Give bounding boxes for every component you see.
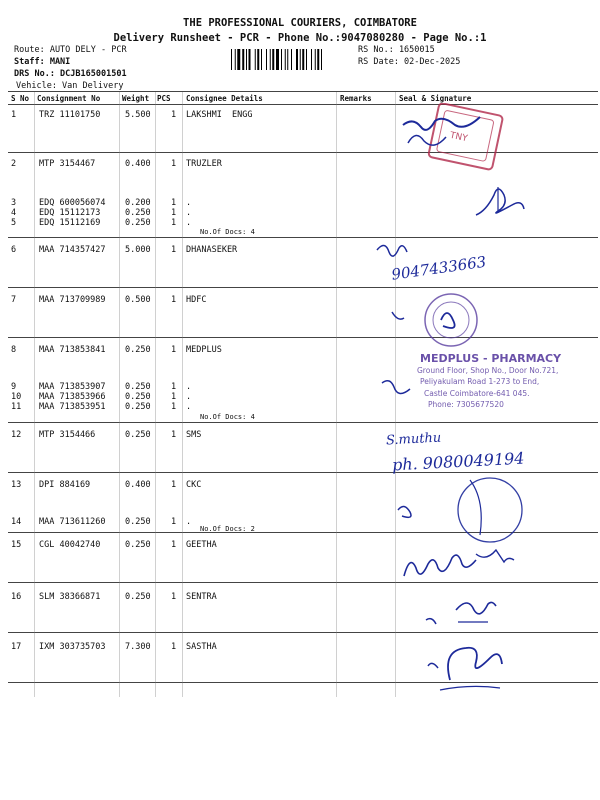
column-divider xyxy=(182,92,183,697)
col-weight: Weight xyxy=(122,94,150,103)
row-sno: 17 xyxy=(11,642,22,652)
barcode-bar xyxy=(249,49,251,70)
row-divider xyxy=(8,422,598,423)
pieces: 1 xyxy=(171,540,177,550)
weight: 0.250 xyxy=(125,517,151,527)
row-sno: 14 xyxy=(11,517,22,527)
medplus-stamp-line: Castle Coimbatore-641 045. xyxy=(424,389,530,398)
pieces: 1 xyxy=(171,245,177,255)
barcode-bar xyxy=(257,49,259,70)
weight: 0.400 xyxy=(125,159,151,169)
consignment-no: MAA 713611260 xyxy=(39,517,106,527)
consignee-name: SENTRA xyxy=(186,592,217,602)
barcode-bar xyxy=(272,49,274,70)
col-consignee: Consignee Details xyxy=(186,94,263,103)
drs-label: DRS No.: DCJB165001501 xyxy=(14,69,127,79)
barcode-bar xyxy=(235,49,236,70)
consignee-name: SASTHA xyxy=(186,642,217,652)
pieces: 1 xyxy=(171,382,177,392)
signature xyxy=(420,630,510,695)
consignee-name: MEDPLUS xyxy=(186,345,222,355)
weight: 0.200 xyxy=(125,198,151,208)
barcode-bar xyxy=(261,49,262,70)
row-sno: 11 xyxy=(11,402,22,412)
phone-number-text: 9047433663 xyxy=(390,252,488,284)
consignment-no: MAA 713709989 xyxy=(39,295,106,305)
consignment-no: TRZ 11101750 xyxy=(39,110,101,120)
doc-note: No.Of Docs: 4 xyxy=(200,413,255,421)
staff-label: Staff: MANI xyxy=(14,57,71,67)
row-sno: 7 xyxy=(11,295,17,305)
weight: 0.400 xyxy=(125,480,151,490)
medplus-stamp-line: Peliyakulam Road 1-273 to End, xyxy=(420,377,540,386)
consignee-name: . xyxy=(186,382,192,392)
rs-date: RS Date: 02-Dec-2025 xyxy=(358,57,461,67)
barcode-bar xyxy=(231,49,232,70)
barcode-bar xyxy=(242,49,244,70)
consignment-no: MAA 713853907 xyxy=(39,382,106,392)
page-title: THE PROFESSIONAL COURIERS, COIMBATORE xyxy=(183,17,417,29)
weight: 0.500 xyxy=(125,295,151,305)
consignee-name: . xyxy=(186,392,192,402)
consignment-no: MTP 3154467 xyxy=(39,159,96,169)
row-sno: 3 xyxy=(11,198,17,208)
consignment-no: MAA 713853841 xyxy=(39,345,106,355)
svg-text:TNY: TNY xyxy=(448,130,469,145)
doc-note: No.Of Docs: 4 xyxy=(200,228,255,236)
barcode-bar xyxy=(296,49,298,70)
weight: 0.250 xyxy=(125,402,151,412)
pieces: 1 xyxy=(171,159,177,169)
pieces: 1 xyxy=(171,642,177,652)
weight: 0.250 xyxy=(125,430,151,440)
consignee-name: SMS xyxy=(186,430,202,440)
barcode-bar xyxy=(315,49,316,70)
consignment-no: EDQ 600056074 xyxy=(39,198,106,208)
weight: 7.300 xyxy=(125,642,151,652)
weight: 5.500 xyxy=(125,110,151,120)
row-divider xyxy=(8,237,598,238)
consignee-name: . xyxy=(186,218,192,228)
route-label: Route: AUTO DELY - PCR xyxy=(14,45,127,55)
column-divider xyxy=(34,92,35,697)
barcode-bar xyxy=(306,49,307,70)
consignment-no: MTP 3154466 xyxy=(39,430,96,440)
consignee-name: DHANASEKER xyxy=(186,245,238,255)
weight: 5.000 xyxy=(125,245,151,255)
row-divider xyxy=(8,337,598,338)
rs-no: RS No.: 1650015 xyxy=(358,45,435,55)
pieces: 1 xyxy=(171,430,177,440)
pieces: 1 xyxy=(171,402,177,412)
row-sno: 15 xyxy=(11,540,22,550)
row-sno: 2 xyxy=(11,159,17,169)
pieces: 1 xyxy=(171,517,177,527)
consignee-name: GEETHA xyxy=(186,540,217,550)
hdfc-stamp xyxy=(386,290,496,350)
col-remarks: Remarks xyxy=(340,94,372,103)
medplus-stamp-line: Ground Floor, Shop No., Door No.721, xyxy=(417,366,559,375)
pieces: 1 xyxy=(171,198,177,208)
barcode-bar xyxy=(311,49,312,70)
row-sno: 5 xyxy=(11,218,17,228)
handwritten-name: S.muthu xyxy=(385,430,442,449)
barcode-bar xyxy=(285,49,286,70)
consignment-no: CGL 40042740 xyxy=(39,540,101,550)
barcode-bar xyxy=(276,49,279,70)
barcode-bar xyxy=(266,49,267,70)
row-sno: 9 xyxy=(11,382,17,392)
barcode-bar xyxy=(281,49,282,70)
barcode-bar xyxy=(317,49,319,70)
handwritten-phone: ph. 9080049194 xyxy=(391,448,525,475)
barcode-bar xyxy=(300,49,301,70)
signature xyxy=(470,175,530,225)
barcode xyxy=(230,49,355,70)
consignment-no: SLM 38366871 xyxy=(39,592,101,602)
row-sno: 1 xyxy=(11,110,17,120)
row-sno: 6 xyxy=(11,245,17,255)
medplus-stamp-line: Phone: 7305677520 xyxy=(428,400,504,409)
consignment-no: MAA 713853951 xyxy=(39,402,106,412)
row-sno: 4 xyxy=(11,208,17,218)
col-consignment: Consignment No xyxy=(37,94,101,103)
vehicle-label: Vehicle: Van Delivery xyxy=(16,81,124,91)
weight: 0.250 xyxy=(125,218,151,228)
consignee-name: . xyxy=(186,208,192,218)
row-divider xyxy=(8,287,598,288)
consignment-no: MAA 713853966 xyxy=(39,392,106,402)
row-sno: 12 xyxy=(11,430,22,440)
signature xyxy=(378,375,418,405)
column-divider xyxy=(336,92,337,697)
row-sno: 16 xyxy=(11,592,22,602)
consignment-no: DPI 884169 xyxy=(39,480,91,490)
barcode-bar xyxy=(291,49,292,70)
barcode-bar xyxy=(237,49,240,70)
doc-note: No.Of Docs: 2 xyxy=(200,525,255,533)
row-sno: 13 xyxy=(11,480,22,490)
weight: 0.250 xyxy=(125,540,151,550)
consignee-name: . xyxy=(186,198,192,208)
barcode-bar xyxy=(302,49,304,70)
barcode-bar xyxy=(287,49,288,70)
consignee-name: TRUZLER xyxy=(186,159,222,169)
consignment-no: EDQ 15112169 xyxy=(39,218,101,228)
weight: 0.250 xyxy=(125,208,151,218)
consignment-no: MAA 714357427 xyxy=(39,245,106,255)
courier-stamp xyxy=(378,103,518,178)
row-sno: 8 xyxy=(11,345,17,355)
consignment-no: IXM 303735703 xyxy=(39,642,106,652)
pieces: 1 xyxy=(171,208,177,218)
signature xyxy=(398,540,518,590)
weight: 0.250 xyxy=(125,392,151,402)
medplus-stamp-title: MEDPLUS - PHARMACY xyxy=(420,352,562,365)
column-divider xyxy=(155,92,156,697)
weight: 0.250 xyxy=(125,592,151,602)
pieces: 1 xyxy=(171,218,177,228)
handwritten-phone xyxy=(373,238,503,293)
pieces: 1 xyxy=(171,592,177,602)
col-pcs: PCS xyxy=(157,94,171,103)
pieces: 1 xyxy=(171,345,177,355)
col-seal: Seal & Signature xyxy=(399,94,472,103)
consignee-name: CKC xyxy=(186,480,202,490)
page-subtitle: Delivery Runsheet - PCR - Phone No.:9047080280 - Page No.:1 xyxy=(113,32,487,44)
consignee-name: . xyxy=(186,517,192,527)
barcode-bar xyxy=(255,49,256,70)
column-divider xyxy=(119,92,120,697)
barcode-bar xyxy=(246,49,247,70)
weight: 0.250 xyxy=(125,345,151,355)
consignee-name: . xyxy=(186,402,192,412)
pieces: 1 xyxy=(171,295,177,305)
consignee-name: LAKSHMI ENGG xyxy=(186,110,253,120)
pieces: 1 xyxy=(171,480,177,490)
barcode-bar xyxy=(270,49,271,70)
consignee-name: HDFC xyxy=(186,295,207,305)
pieces: 1 xyxy=(171,110,177,120)
pieces: 1 xyxy=(171,392,177,402)
weight: 0.250 xyxy=(125,382,151,392)
col-sno: S No xyxy=(11,94,30,103)
row-sno: 10 xyxy=(11,392,22,402)
consignment-no: EDQ 15112173 xyxy=(39,208,101,218)
barcode-bar xyxy=(321,49,322,70)
